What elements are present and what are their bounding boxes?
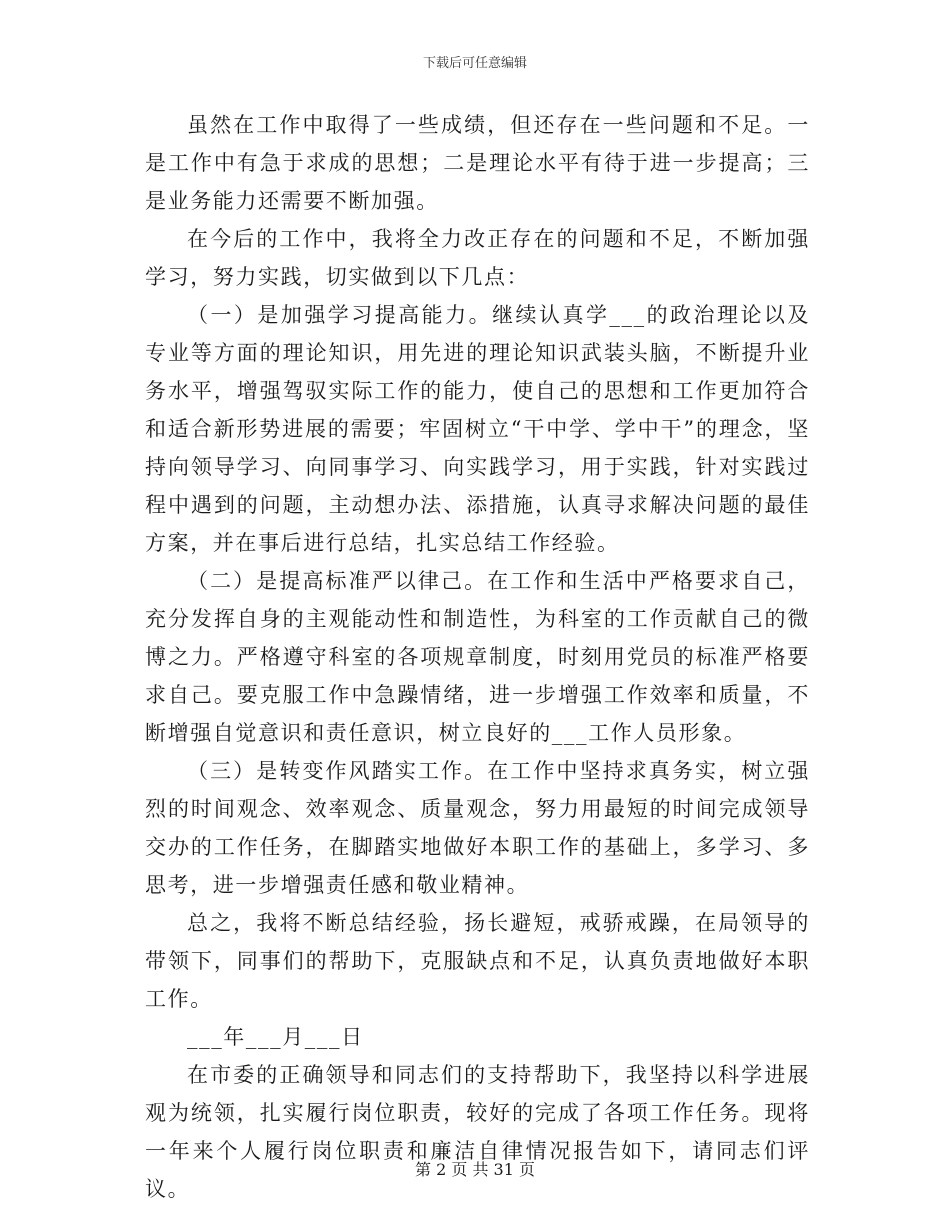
paragraph-point-two: （二）是提高标准严以律己。在工作和生活中严格要求自己，充分发挥自身的主观能动性和制造性，为科室的工作贡献自己的微博之力。严格遵守科室的各项规章制度，时刻用党员的标准严格要求自己。要克服工作中急躁情绪，进一步增强工作效率和质量，不断增强自觉意识和责任意识，树立良好的___工作人员形象。 <box>145 569 810 745</box>
paragraph-point-one: （一）是加强学习提高能力。继续认真学___的政治理论以及专业等方面的理论知识，用先进的理论知识武装头脑，不断提升业务水平，增强驾驭实际工作的能力，使自己的思想和工作更加符合和适合新形势进展的需要；牢固树立“干中学、学中干”的理念，坚持向领导学习、向同事学习、向实践学习，用于实践，针对实践过程中遇到的问题，主动想办法、添措施，认真寻求解决问题的最佳方案，并在事后进行总结，扎实总结工作经验。 <box>145 303 810 555</box>
paragraph-point-three: （三）是转变作风踏实工作。在工作中坚持求真务实，树立强烈的时间观念、效率观念、质量观念，努力用最短的时间完成领导交办的工作任务，在脚踏实地做好本职工作的基础上，多学习、多思考，进一步增强责任感和敬业精神。 <box>145 759 810 897</box>
document-body <box>145 106 810 1208</box>
paragraph-shortcomings: 虽然在工作中取得了一些成绩，但还存在一些问题和不足。一是工作中有急于求成的思想；二是理论水平有待于进一步提高；三是业务能力还需要不断加强。 <box>145 113 810 213</box>
page-number: 第 2 页 共 31 页 <box>415 1160 535 1179</box>
date-line: ___年___月___日 <box>187 1025 364 1049</box>
page-header: 下载后可任意编辑 <box>422 56 527 71</box>
paragraph-report-intro: 在市委的正确领导和同志们的支持帮助下，我坚持以科学进展观为统领，扎实履行岗位职责，较好的完成了各项工作任务。现将一年来个人履行岗位职责和廉洁自律情况报告如下，请同志们评议。 <box>145 1063 810 1201</box>
paragraph-conclusion: 总之，我将不断总结经验，扬长避短，戒骄戒躁，在局领导的带领下，同事们的帮助下，克服缺点和不足，认真负责地做好本职工作。 <box>145 911 810 1011</box>
paragraph-future-plan: 在今后的工作中，我将全力改正存在的问题和不足，不断加强学习，努力实践，切实做到以下几点： <box>145 227 810 289</box>
